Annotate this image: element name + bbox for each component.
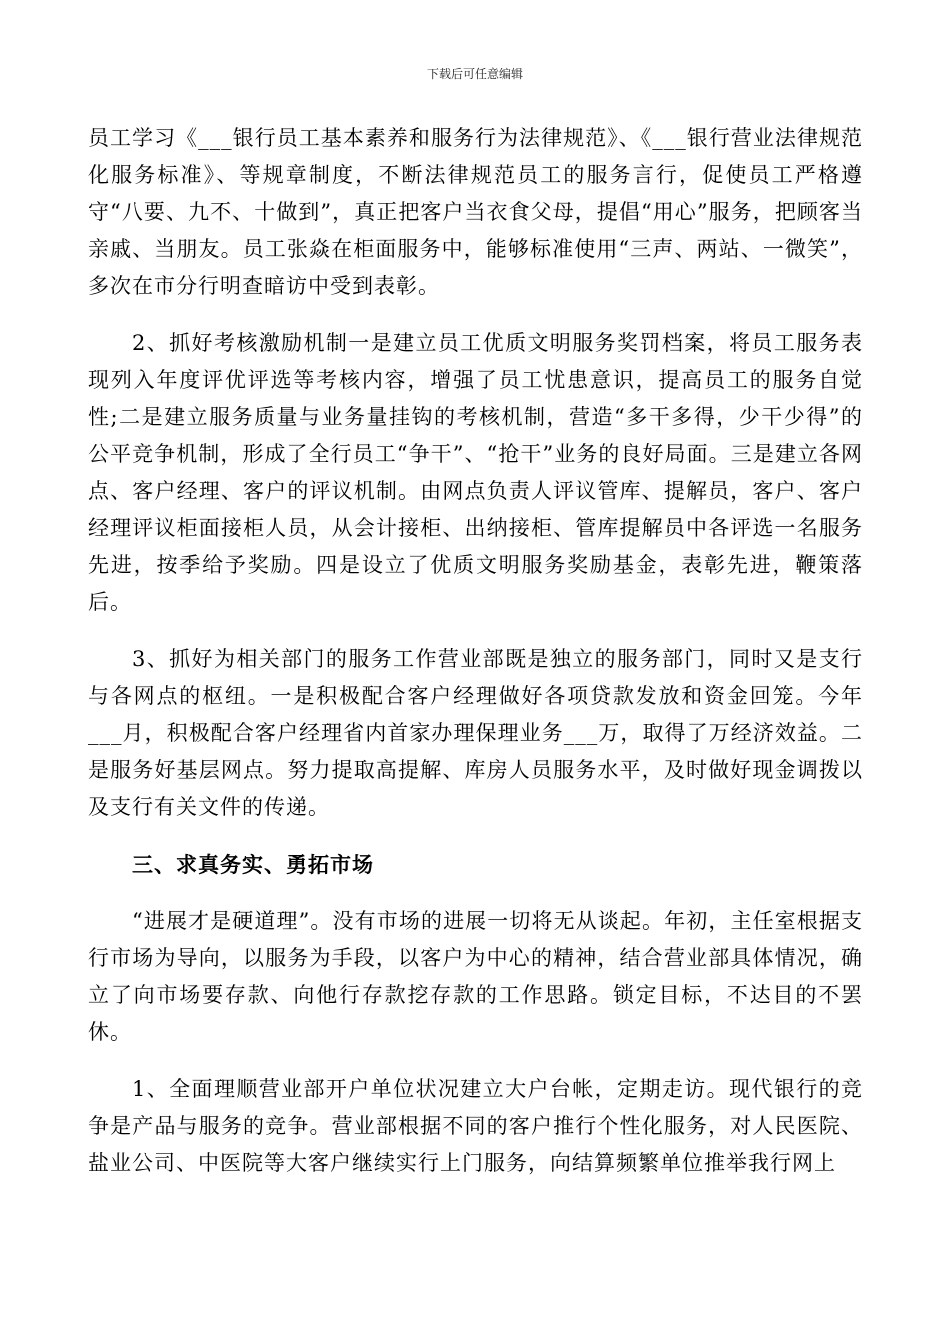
section-heading: 三、求真务实、勇拓市场 bbox=[132, 852, 374, 877]
paragraph-assessment-incentive: 2、抓好考核激励机制一是建立员工优质文明服务奖罚档案，将员工服务表现列入年度评优评选等考核内容，增强了员工忧患意识，提高员工的服务自觉性;二是建立服务质量与业务量挂钩的考核机制，营造“多干多得，少干少得”的公平竞争机制，形成了全行员工“争干”、“抢干”业务的良好局面。三是建立各网点、客户经理、客户的评议机制。由网点负责人评议管库、提解员，客户、客户经理评议柜面接柜人员，从会计接柜、出纳接柜、管库提解员中各评选一名服务先进，按季给予奖励。四是设立了优质文明服务奖励基金，表彰先进，鞭策落后。 bbox=[88, 331, 863, 614]
document-body bbox=[88, 120, 863, 1182]
paragraph-market-development: “进展才是硬道理”。没有市场的进展一切将无从谈起。年初，主任室根据支行市场为导向，以服务为手段，以客户为中心的精神，结合营业部具体情况，确立了向市场要存款、向他行存款挖存款的工作思路。锁定目标，不达目的不罢休。 bbox=[88, 909, 863, 1044]
page-header: 下载后可任意编辑 bbox=[426, 67, 523, 81]
paragraph-department-service: 3、抓好为相关部门的服务工作营业部既是独立的服务部门，同时又是支行与各网点的枢纽。一是积极配合客户经理做好各项贷款发放和资金回笼。今年___月，积极配合客户经理省内首家办理保理业务___万，取得了万经济效益。二是服务好基层网点。努力提取高提解、库房人员服务水平，及时做好现金调拨以及支行有关文件的传递。 bbox=[88, 647, 863, 819]
paragraph-client-accounts: 1、全面理顺营业部开户单位状况建立大户台帐，定期走访。现代银行的竞争是产品与服务的竞争。营业部根据不同的客户推行个性化服务，对人民医院、盐业公司、中医院等大客户继续实行上门服务，向结算频繁单位推举我行网上 bbox=[88, 1077, 863, 1175]
paragraph-staff-study: 员工学习《___银行员工基本素养和服务行为法律规范》、《___银行营业法律规范化服务标准》、等规章制度，不断法律规范员工的服务言行，促使员工严格遵守“八要、九不、十做到”，真正把客户当衣食父母，提倡“用心”服务，把顾客当亲戚、当朋友。员工张焱在柜面服务中，能够标准使用“三声、两站、一微笑”，多次在市分行明查暗访中受到表彰。 bbox=[88, 126, 863, 298]
